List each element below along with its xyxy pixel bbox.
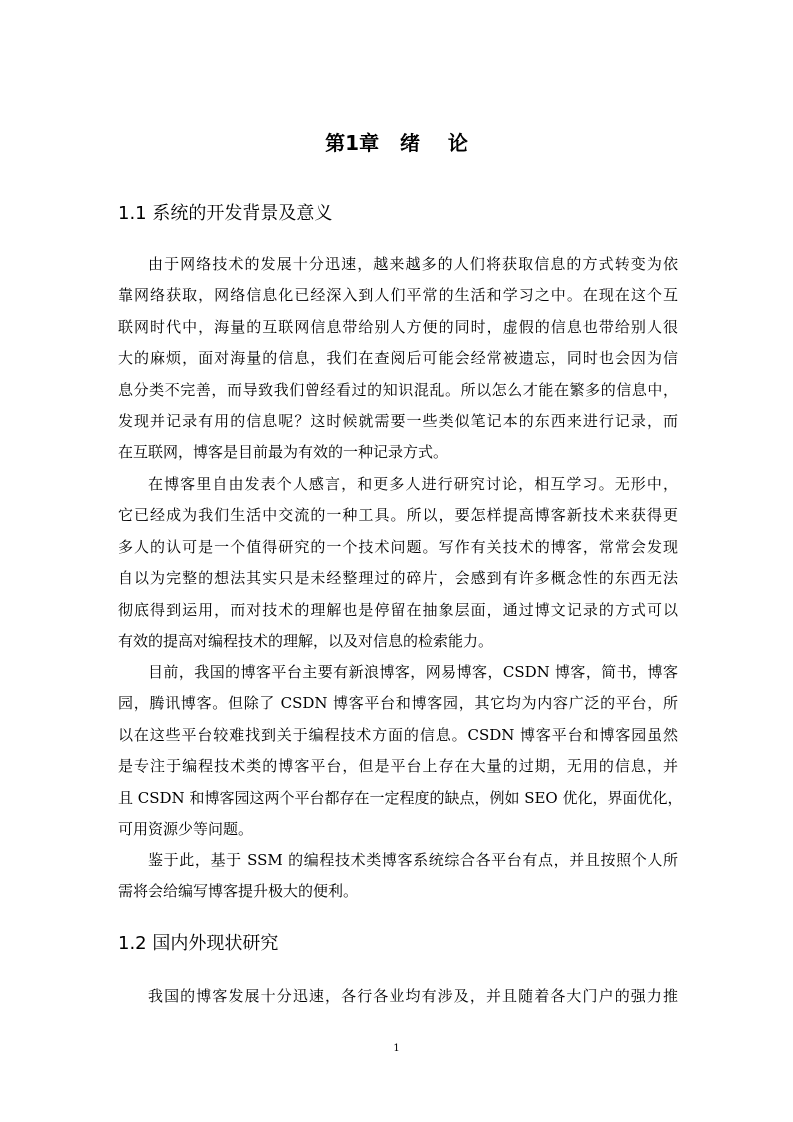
- text-line: 息分类不完善，而导致我们曾经看过的知识混乱。所以怎么才能在繁多的信息中，: [118, 380, 678, 399]
- section-heading-1-1: 1.1 系统的开发背景及意义: [118, 203, 333, 224]
- text-line: 在互联网，博客是目前最为有效的一种记录方式。: [118, 443, 449, 462]
- text-line: 靠网络获取，网络信息化已经深入到人们平常的生活和学习之中。在现在这个互: [118, 286, 678, 305]
- text-line: 是专注于编程技术类的博客平台，但是平台上存在大量的过期，无用的信息，并: [118, 757, 678, 776]
- text-line: 有效的提高对编程技术的理解，以及对信息的检索能力。: [118, 631, 494, 650]
- chapter-title: 第1章 绪 论: [325, 131, 468, 155]
- text-line: 目前，我国的博客平台主要有新浪博客，网易博客，CSDN 博客，简书，博客: [148, 663, 678, 681]
- text-line: 且 CSDN 和博客园这两个平台都存在一定程度的缺点，例如 SEO 优化，界面优化，: [118, 788, 683, 807]
- text-line: 鉴于此，基于 SSM 的编程技术类博客系统综合各平台有点，并且按照个人所: [148, 851, 678, 869]
- text-line: 我国的博客发展十分迅速，各行各业均有涉及，并且随着各大门户的强力推: [148, 987, 678, 1005]
- text-line: 发现并记录有用的信息呢？这时候就需要一些类似笔记本的东西来进行记录，而: [118, 411, 678, 430]
- paragraph-conclusion: [118, 845, 678, 908]
- text-line: 它已经成为我们生活中交流的一种工具。所以，要怎样提高博客新技术来获得更: [118, 506, 678, 525]
- text-line: 由于网络技术的发展十分迅速，越来越多的人们将获取信息的方式转变为依: [148, 255, 678, 273]
- paragraph-blog-value: [118, 469, 678, 657]
- text-line: 可用资源少等问题。: [118, 819, 254, 838]
- text-line: 需将会给编写博客提升极大的便利。: [118, 882, 359, 901]
- paragraph-background: [118, 249, 678, 469]
- text-line: 以在这些平台较难找到关于编程技术方面的信息。CSDN 博客平台和博客园虽然: [118, 725, 678, 744]
- text-line: 多人的认可是一个值得研究的一个技术问题。写作有关技术的博客，常常会发现: [118, 537, 678, 556]
- text-line: 在博客里自由发表个人感言，和更多人进行研究讨论，相互学习。无形中，: [148, 475, 678, 493]
- text-line: 大的麻烦，面对海量的信息，我们在查阅后可能会经常被遗忘，同时也会因为信: [118, 349, 678, 368]
- text-line: 彻底得到运用，而对技术的理解也是停留在抽象层面，通过博文记录的方式可以: [118, 600, 678, 619]
- text-line: 自以为完整的想法其实只是未经整理过的碎片，会感到有许多概念性的东西无法: [118, 569, 678, 588]
- section-heading-1-2: 1.2 国内外现状研究: [118, 933, 279, 954]
- paragraph-platforms: [118, 657, 683, 845]
- text-line: 园，腾讯博客。但除了 CSDN 博客平台和博客园，其它均为内容广泛的平台，所: [118, 694, 678, 713]
- paragraph-domestic-status: [118, 981, 678, 1012]
- page-number: 1: [393, 1043, 400, 1054]
- text-line: 联网时代中，海量的互联网信息带给别人方便的同时，虚假的信息也带给别人很: [118, 317, 678, 336]
